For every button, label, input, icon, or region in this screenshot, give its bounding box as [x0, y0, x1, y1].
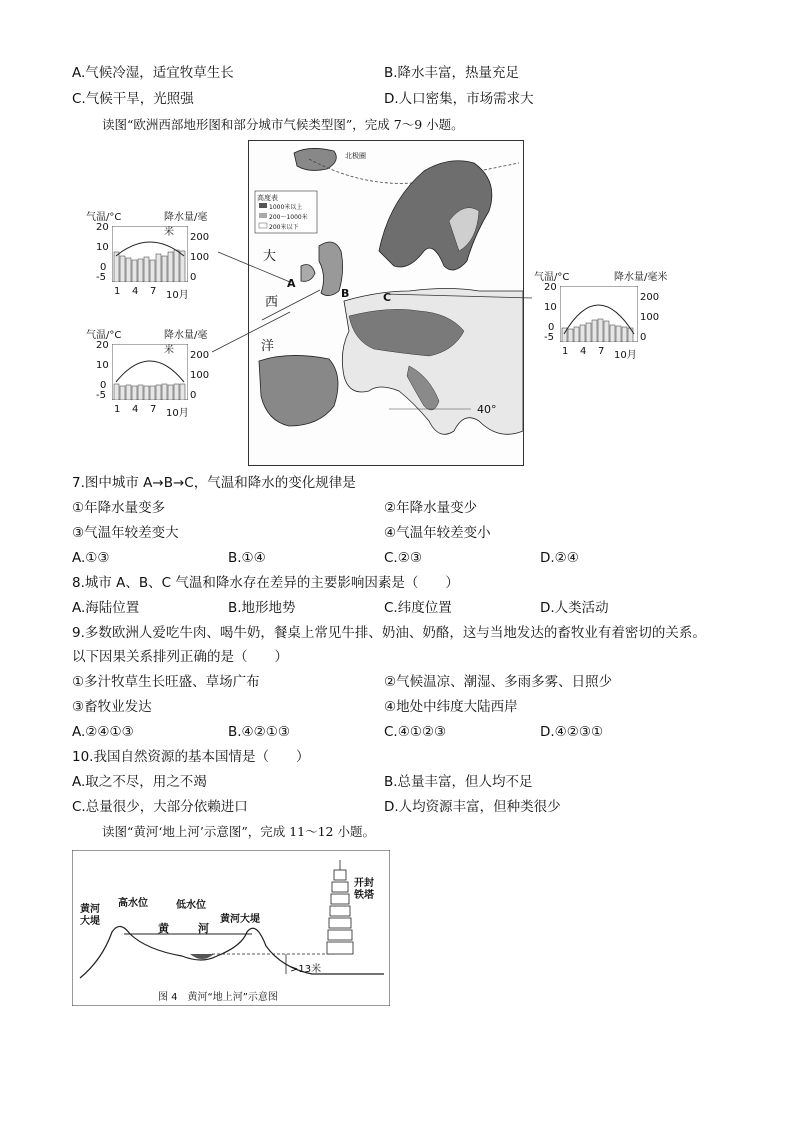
climate-chart-a [86, 208, 216, 300]
q9-statement-4: ④地处中纬度大陆西岸 [384, 699, 518, 715]
q9-stem-line1: 9.多数欧洲人爱吃牛肉、喝牛奶，餐桌上常见牛排、奶油、奶酪，这与当地发达的畜牧业有着密切的关系。 [72, 625, 706, 641]
temp-tick: 20 [96, 222, 109, 233]
precip-tick: 0 [190, 390, 197, 401]
q9-statement-3: ③畜牧业发达 [72, 699, 152, 715]
legend-title: 高度表 [257, 194, 278, 202]
month-tick: 4 [132, 286, 139, 297]
q10-option-b: B.总量丰富，但人均不足 [384, 774, 533, 790]
city-b-label: B [341, 287, 350, 300]
latitude-label: 40° [477, 403, 497, 416]
q10-stem: 10.我国自然资源的基本国情是（ ） [72, 749, 310, 765]
temp-tick: 10 [96, 242, 109, 253]
q10-option-d: D.人均资源丰富，但种类很少 [384, 799, 561, 815]
height-label: >13米 [290, 964, 322, 975]
intro-q11-12: 读图“黄河‘地上河’示意图”，完成 11～12 小题。 [102, 824, 375, 839]
yellow-river-figure [72, 850, 390, 1006]
levee-right-label: 黄河大堤 [220, 914, 260, 925]
city-a-label: A [287, 277, 296, 290]
q7-statement-3: ③气温年较差变大 [72, 525, 179, 541]
q8-option-d: D.人类活动 [540, 600, 609, 616]
precip-tick: 200 [190, 232, 210, 243]
temp-tick: -5 [96, 272, 106, 283]
tower-label: 铁塔 [354, 890, 374, 901]
q7-option-a: A.①③ [72, 550, 110, 566]
levee-left-label: 大堤 [80, 916, 100, 927]
q7-statement-1: ①年降水量变多 [72, 500, 166, 516]
q9-statement-2: ②气候温凉、潮湿、多雨多雾、日照少 [384, 674, 613, 690]
month-tick: 10月 [614, 350, 637, 361]
q9-option-c: C.④①②③ [384, 724, 447, 740]
precip-tick: 200 [190, 350, 210, 361]
precip-tick: 0 [640, 332, 647, 343]
precip-tick: 0 [190, 272, 197, 283]
month-tick: 10月 [166, 290, 189, 301]
precip-tick: 200 [640, 292, 660, 303]
month-tick: 1 [114, 404, 121, 415]
q7-statement-4: ④气温年较差变小 [384, 525, 491, 541]
month-tick: 7 [150, 286, 157, 297]
q9-stem-line2: 以下因果关系排列正确的是（ ） [72, 649, 288, 665]
q8-option-b: B.地形地势 [228, 600, 296, 616]
month-tick: 1 [114, 286, 121, 297]
river-cross-section [72, 850, 390, 1006]
precip-tick: 100 [190, 370, 210, 381]
temp-axis-label: 气温/°C [86, 330, 122, 341]
precip-tick: 100 [190, 252, 210, 263]
q6-option-b: B.降水丰富，热量充足 [384, 65, 520, 81]
month-tick: 7 [598, 346, 605, 357]
ocean-label: 西 [265, 295, 279, 310]
q7-stem: 7.图中城市 A→B→C，气温和降水的变化规律是 [72, 475, 356, 491]
river-label: 河 [198, 922, 209, 935]
temp-axis-label: 气温/°C [86, 212, 122, 223]
legend-item: 200～1000米 [269, 214, 308, 221]
climate-plot [560, 286, 638, 342]
q6-option-a: A.气候冷湿，适宜牧草生长 [72, 65, 234, 81]
temp-tick: 10 [96, 360, 109, 371]
city-c-label: C [383, 291, 392, 304]
month-tick: 10月 [166, 408, 189, 419]
q6-option-c: C.气候干旱，光照强 [72, 91, 194, 107]
q7-statement-2: ②年降水量变少 [384, 500, 478, 516]
legend-item: 1000米以上 [269, 204, 303, 211]
low-water-label: 低水位 [176, 900, 206, 911]
q8-stem: 8.城市 A、B、C 气温和降水存在差异的主要影响因素是（ ） [72, 575, 459, 591]
levee-left-label: 黄河 [80, 904, 100, 915]
ocean-label: 大 [263, 249, 277, 264]
temp-tick: 10 [544, 302, 557, 313]
climate-chart-b [86, 326, 216, 418]
temp-tick: -5 [544, 332, 554, 343]
q10-option-c: C.总量很少，大部分依赖进口 [72, 799, 248, 815]
q9-option-a: A.②④①③ [72, 724, 134, 740]
precip-axis-label: 降水量/毫米 [164, 212, 208, 238]
q10-option-a: A.取之不尽，用之不竭 [72, 774, 207, 790]
q6-option-d: D.人口密集，市场需求大 [384, 91, 534, 107]
temp-tick: 0 [100, 380, 107, 391]
q9-statement-1: ①多汁牧草生长旺盛、草场广布 [72, 674, 260, 690]
climate-plot [112, 344, 188, 400]
temp-tick: 20 [544, 282, 557, 293]
intro-q7-9: 读图“欧洲西部地形图和部分城市气候类型图”，完成 7～9 小题。 [102, 117, 464, 132]
q8-option-c: C.纬度位置 [384, 600, 452, 616]
ocean-label: 洋 [261, 339, 275, 354]
q7-option-d: D.②④ [540, 550, 579, 566]
river-label: 黄 [158, 922, 169, 935]
arctic-circle-label: 北极圈 [345, 152, 366, 160]
temp-tick: 0 [548, 322, 555, 333]
precip-tick: 100 [640, 312, 660, 323]
precip-axis-label: 降水量/毫米 [614, 272, 668, 283]
q9-option-b: B.④②①③ [228, 724, 290, 740]
climate-plot [112, 226, 188, 282]
tower-label: 开封 [354, 878, 374, 889]
q7-option-b: B.①④ [228, 550, 266, 566]
temp-tick: -5 [96, 390, 106, 401]
precip-axis-label: 降水量/毫米 [164, 330, 208, 356]
high-water-label: 高水位 [118, 898, 148, 909]
month-tick: 4 [580, 346, 587, 357]
temp-tick: 0 [100, 262, 107, 273]
temp-axis-label: 气温/°C [534, 272, 570, 283]
month-tick: 1 [562, 346, 569, 357]
month-tick: 4 [132, 404, 139, 415]
q8-option-a: A.海陆位置 [72, 600, 140, 616]
climate-chart-c [534, 268, 674, 360]
month-tick: 7 [150, 404, 157, 415]
figure-caption: 图 4 黄河“地上河”示意图 [158, 992, 278, 1003]
legend-item: 200米以下 [269, 224, 299, 231]
temp-tick: 20 [96, 340, 109, 351]
q9-option-d: D.④②③① [540, 724, 604, 740]
q7-option-c: C.②③ [384, 550, 422, 566]
